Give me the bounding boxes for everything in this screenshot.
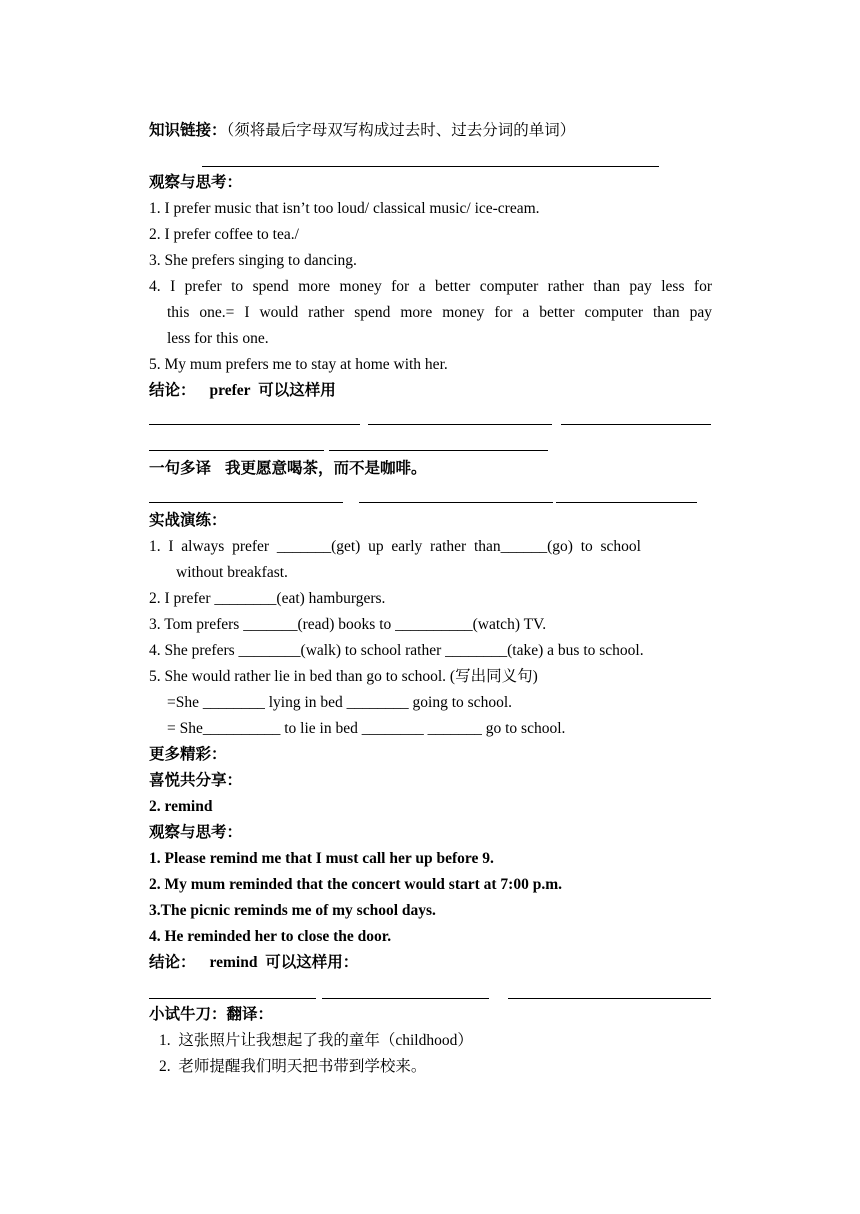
trial-item: 2. 老师提醒我们明天把书带到学校来。 — [159, 1058, 427, 1075]
practice-item-continued: without breakfast. — [176, 564, 288, 581]
remind-item: 3.The picnic reminds me of my school days. — [149, 902, 436, 919]
observe-item: 2. I prefer coffee to tea./ — [149, 226, 299, 243]
conclusion-label: 结论： — [149, 954, 196, 971]
worksheet-page — [149, 118, 712, 1080]
practice-heading: 实战演练： — [149, 512, 227, 529]
multi-translate — [149, 456, 712, 482]
observe-heading: 观察与思考： — [149, 824, 243, 841]
observe-item: 1. I prefer music that isn’t too loud/ classical music/ ice-cream. — [149, 200, 540, 217]
conclusion-remind — [149, 950, 712, 976]
observe-item: 5. My mum prefers me to stay at home with her. — [149, 356, 448, 373]
observe-item-continued: less for this one. — [167, 330, 269, 347]
conclusion-keyword: prefer — [209, 382, 251, 399]
remind-item: 2. My mum reminded that the concert would start at 7:00 p.m. — [149, 876, 562, 893]
practice-item[interactable]: 4. She prefers ________(walk) to school rather ________(take) a bus to school. — [149, 642, 644, 659]
conclusion-prefer — [149, 378, 712, 404]
observe-item: 4. I prefer to spend more money for a better computer rather than pay less for — [149, 278, 712, 295]
multi-translate-label: 一句多译 — [149, 460, 212, 477]
answer-blank-line[interactable] — [149, 144, 712, 170]
more-heading: 更多精彩： — [149, 746, 227, 763]
remind-item: 4. He reminded her to close the door. — [149, 928, 392, 945]
trial-heading: 小试牛刀：翻译： — [149, 1006, 274, 1023]
conclusion-text: 可以这样用 — [258, 382, 336, 399]
practice-subitem[interactable]: =She ________ lying in bed ________ going to school. — [167, 694, 512, 711]
answer-blank-line[interactable] — [149, 430, 712, 456]
trial-item: 1. 这张照片让我想起了我的童年（childhood） — [159, 1032, 473, 1049]
conclusion-label: 结论： — [149, 382, 196, 399]
practice-item[interactable]: 3. Tom prefers _______(read) books to __________(watch) TV. — [149, 616, 547, 633]
knowledge-link-text: （须将最后字母双写构成过去时、过去分词的单词） — [226, 122, 576, 139]
answer-blank-line[interactable] — [149, 976, 712, 1002]
multi-translate-text: 我更愿意喝茶，而不是咖啡。 — [225, 460, 427, 477]
remind-item: 1. Please remind me that I must call her up before 9. — [149, 850, 494, 867]
share-heading: 喜悦共分享： — [149, 772, 243, 789]
knowledge-link-label: 知识链接： — [149, 122, 227, 139]
practice-item[interactable]: 1. I always prefer _______(get) up early rather than______(go) to school — [149, 538, 641, 555]
conclusion-text: 可以这样用： — [265, 954, 359, 971]
observe-heading: 观察与思考： — [149, 174, 243, 191]
answer-blank-line[interactable] — [149, 404, 712, 430]
knowledge-link — [149, 118, 712, 144]
practice-item[interactable]: 2. I prefer ________(eat) hamburgers. — [149, 590, 386, 607]
practice-subitem[interactable]: = She__________ to lie in bed ________ _______ go to school. — [167, 720, 566, 737]
observe-item-continued: this one.= I would rather spend more money for a better computer than pay — [167, 304, 712, 321]
observe-item: 3. She prefers singing to dancing. — [149, 252, 357, 269]
practice-item: 5. She would rather lie in bed than go to school. (写出同义句) — [149, 668, 538, 685]
answer-blank-line[interactable] — [149, 482, 712, 508]
remind-title: 2. remind — [149, 798, 213, 815]
conclusion-keyword: remind — [209, 954, 258, 971]
